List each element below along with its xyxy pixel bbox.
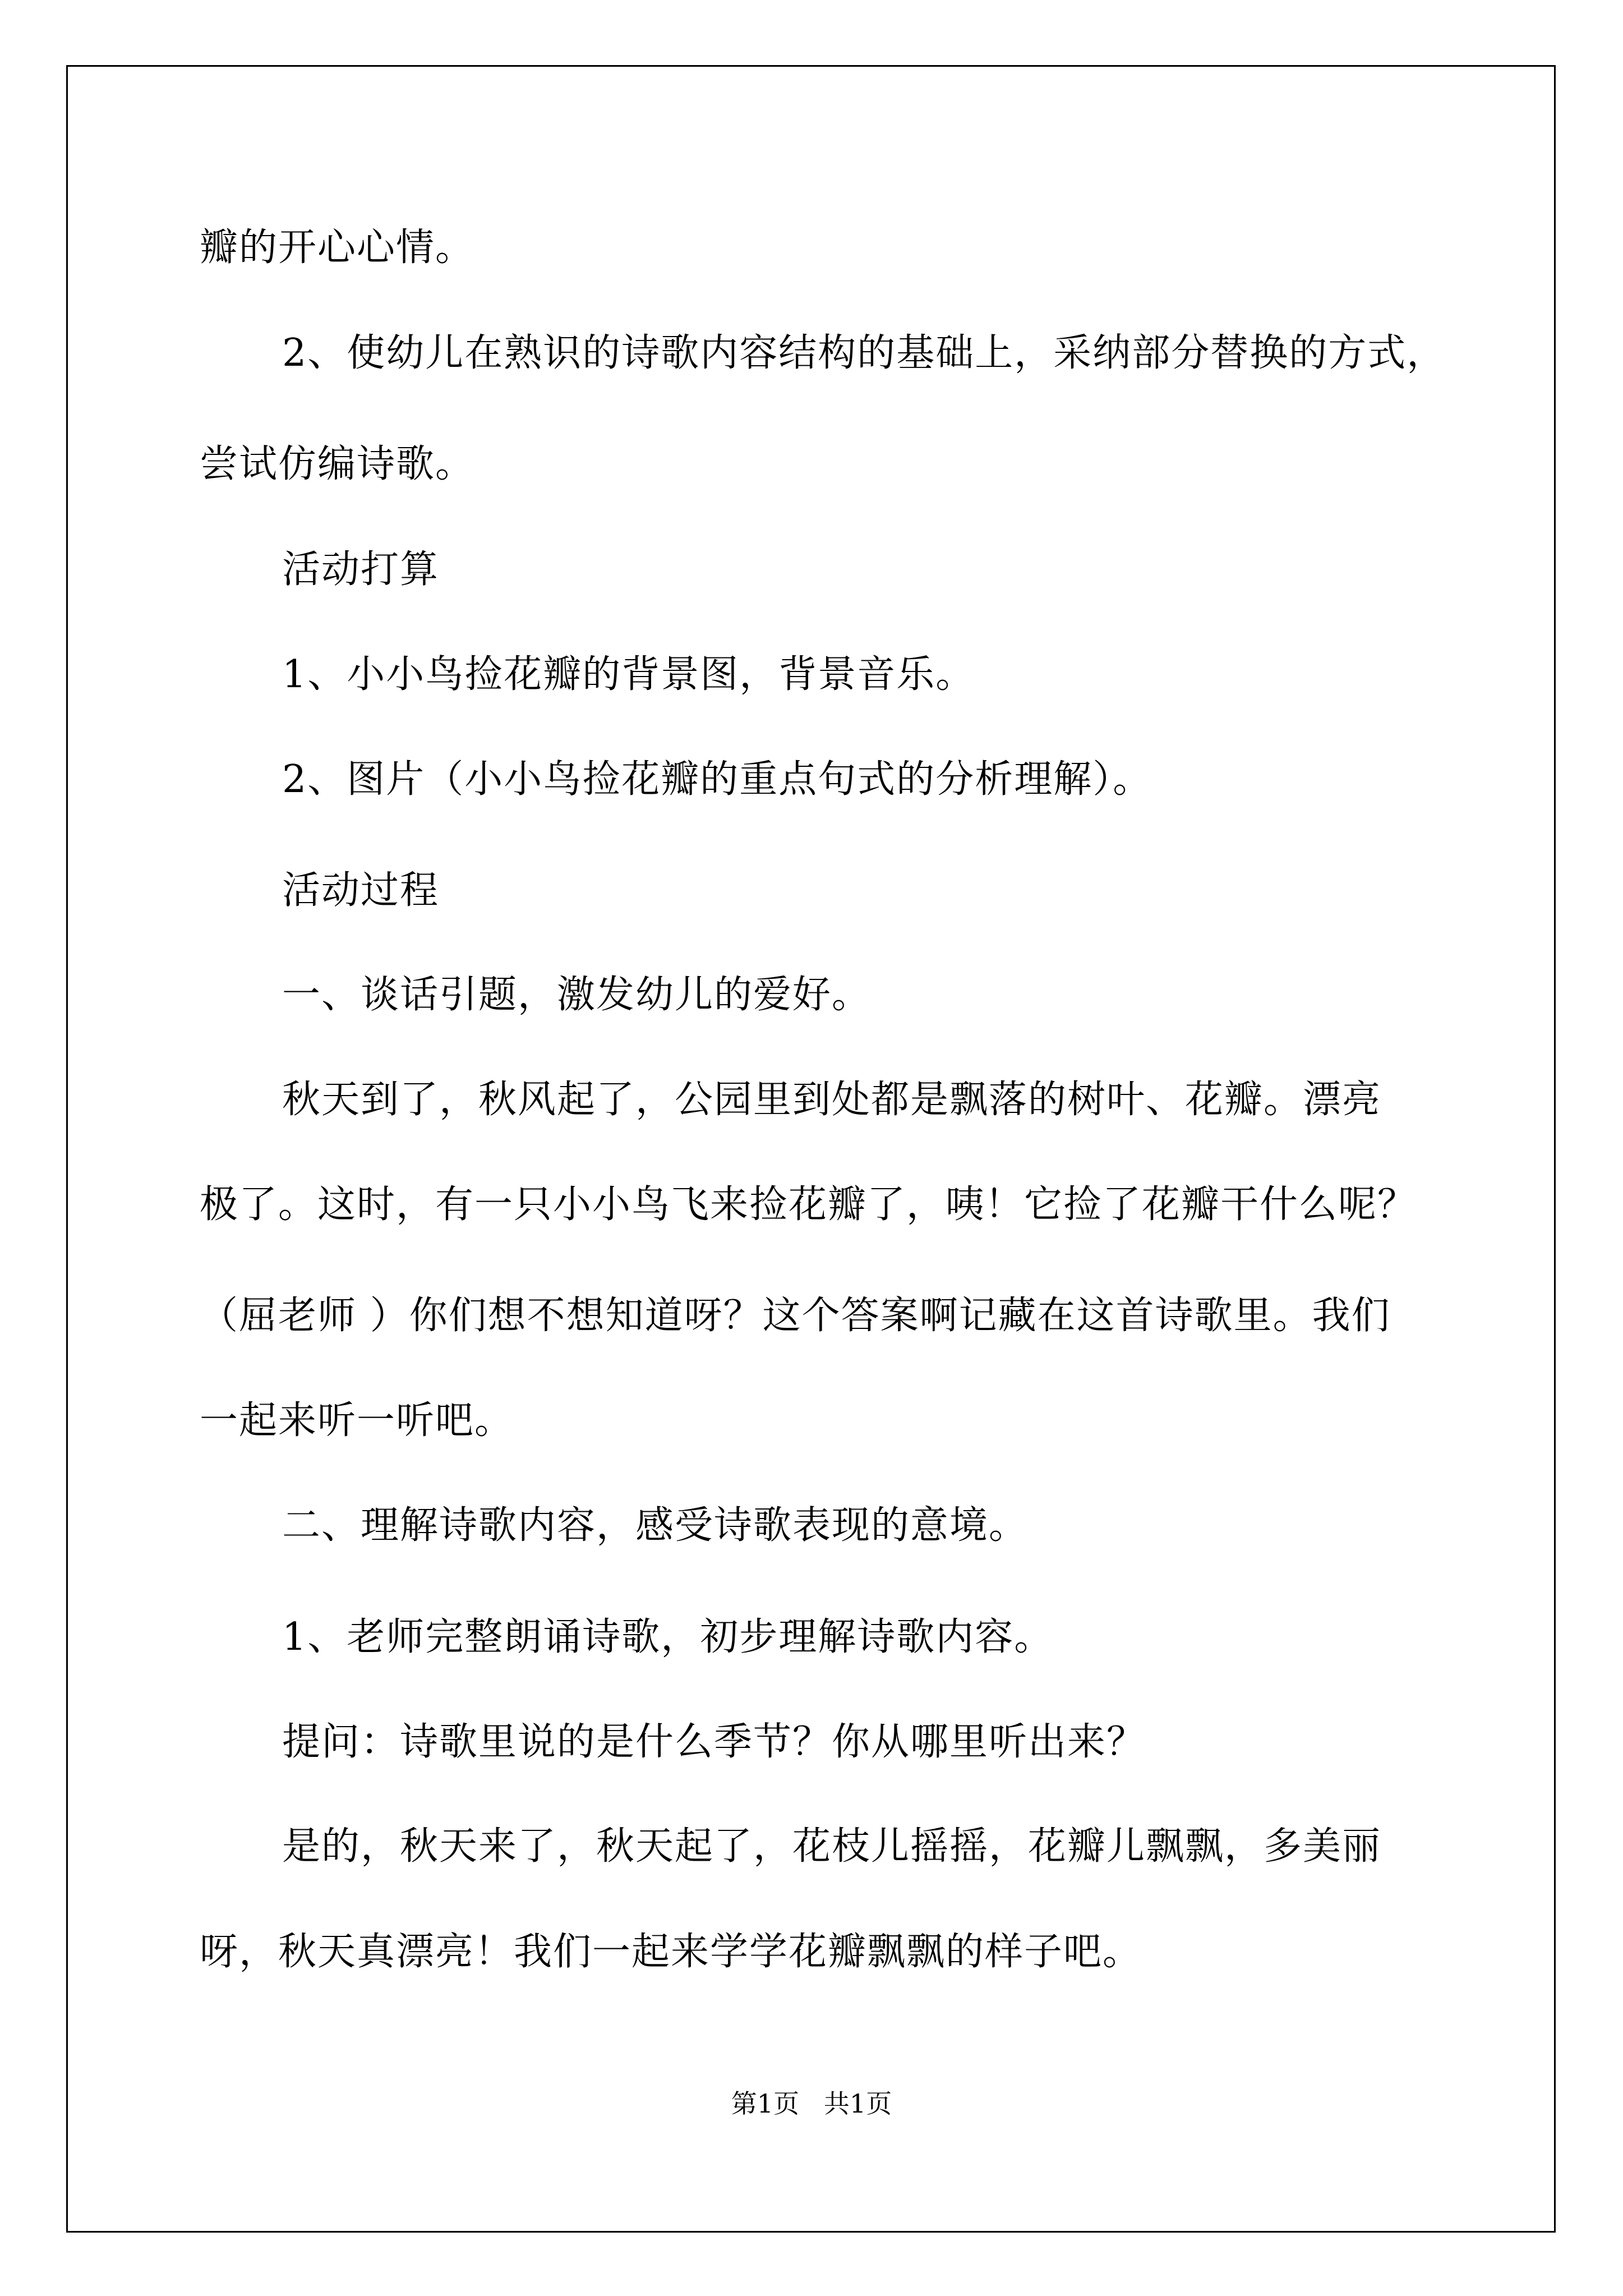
paragraph-line: 2、图片（小小鸟捡花瓣的重点句式的分析理解）。 — [282, 757, 1152, 802]
section-heading: 活动打算 — [282, 547, 440, 592]
paragraph-line: 是的，秋天来了，秋天起了，花枝儿摇摇，花瓣儿飘飘，多美丽 — [282, 1824, 1382, 1869]
paragraph-line: 呀，秋天真漂亮！我们一起来学学花瓣飘飘的样子吧。 — [200, 1930, 1142, 1974]
paragraph-line: 二、理解诗歌内容，感受诗歌表现的意境。 — [282, 1503, 1029, 1548]
page-number-footer: 第1页 共1页 — [731, 2088, 892, 2119]
section-heading: 活动过程 — [282, 868, 440, 913]
paragraph-line: 一、谈话引题，激发幼儿的爱好。 — [282, 973, 872, 1017]
paragraph-line: 1、老师完整朗诵诗歌，初步理解诗歌内容。 — [282, 1615, 1054, 1659]
paragraph-line: 1、小小鸟捡花瓣的背景图，背景音乐。 — [282, 652, 975, 697]
paragraph-line: 极了。这时，有一只小小鸟飞来捡花瓣了，咦！它捡了花瓣干什么呢？ — [200, 1182, 1417, 1227]
paragraph-line: 2、使幼儿在熟识的诗歌内容结构的基础上，采纳部分替换的方式， — [282, 331, 1446, 375]
paragraph-line: （屈老师 ）你们想不想知道呀？这个答案啊记藏在这首诗歌里。我们 — [200, 1294, 1391, 1338]
paragraph-line: 一起来听一听吧。 — [200, 1398, 514, 1443]
paragraph-line: 秋天到了，秋风起了，公园里到处都是飘落的树叶、花瓣。漂亮 — [282, 1078, 1382, 1122]
paragraph-line: 尝试仿编诗歌。 — [200, 442, 475, 486]
paragraph-line: 提问：诗歌里说的是什么季节？你从哪里听出来？ — [282, 1720, 1146, 1764]
page-border — [66, 65, 1556, 2233]
paragraph-line: 瓣的开心心情。 — [200, 226, 475, 270]
